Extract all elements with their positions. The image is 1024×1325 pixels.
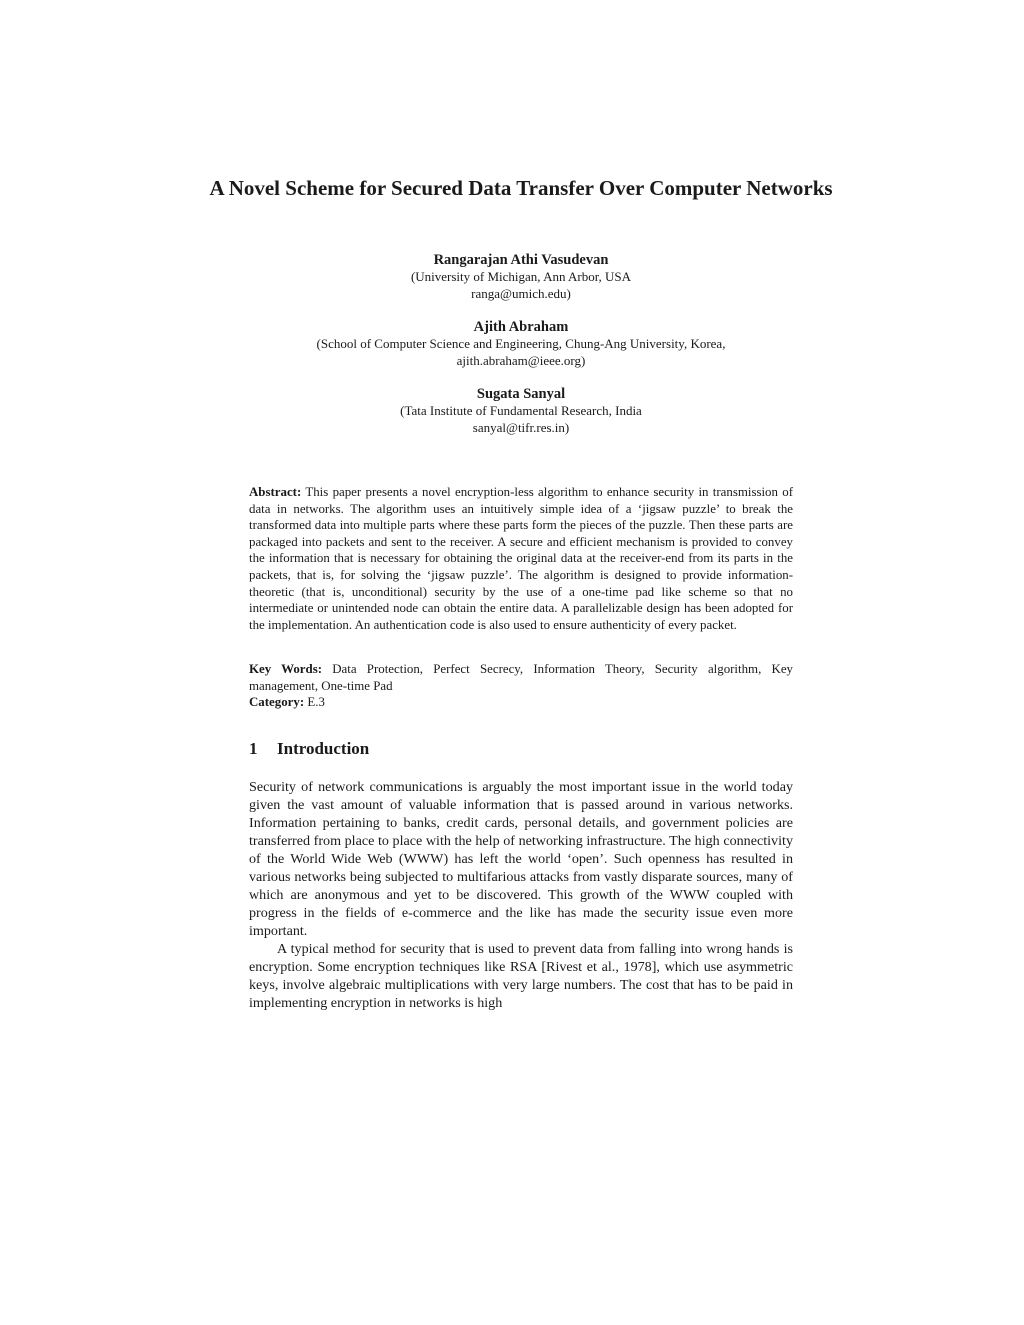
section-body	[249, 778, 793, 1012]
paper-title: A Novel Scheme for Secured Data Transfer Over Computer Networks	[209, 176, 833, 200]
body-paragraph: Security of network communications is arguably the most important issue in the world today given the vast amount of valuable information that is passed around in various networks. Information pertaining to banks, credit cards, personal details, and government policies are transferred from place to place with the help of networking infrastructure. The high connectivity of the World Wide Web (WWW) has left the world ‘open’. Such openness has resulted in various networks being subjected to multifarious attacks from vastly disparate sources, many of which are anonymous and yet to be discovered. This growth of the WWW coupled with progress in the fields of e-commerce and the like has made the security issue even more important.	[249, 779, 793, 939]
keywords-block	[249, 661, 793, 711]
author-name: Rangarajan Athi Vasudevan	[433, 252, 609, 268]
author-affiliation: (Tata Institute of Fundamental Research, India	[400, 403, 642, 418]
author-email: ajith.abraham@ieee.org)	[456, 352, 586, 368]
category-line	[249, 694, 793, 711]
category-text: E.3	[307, 695, 325, 710]
section-number: 1	[249, 739, 258, 758]
section-title: Introduction	[277, 739, 370, 758]
keywords-label: Key Words:	[249, 662, 323, 676]
author-block	[189, 385, 853, 436]
keywords-text: Data Protection, Perfect Secrecy, Information Theory, Security algorithm, Key management, One-time Pad	[249, 662, 793, 693]
author-affiliation: (University of Michigan, Ann Arbor, USA	[410, 269, 632, 284]
body-paragraph: A typical method for security that is used to prevent data from falling into wrong hands is encryption. Some encryption techniques like RSA [Rivest et al., 1978], which use asymmetric keys, involve algebraic multiplications with very large numbers. The cost that has to be paid in implementing encryption in networks is high	[249, 941, 793, 1011]
abstract-text: This paper presents a novel encryption-less algorithm to enhance security in transmission of data in networks. The algorithm uses an intuitively simple idea of a ‘jigsaw puzzle’ to break the transformed data into multiple parts where these parts form the pieces of the puzzle. Then these parts are packaged into packets and sent to the receiver. A secure and efficient mechanism is provided to convey the information that is necessary for obtaining the original data at the receiver-end from its parts in the packets, that is, for solving the ‘jigsaw puzzle’. The algorithm is designed to provide information-theoretic (that is, unconditional) security by the use of a one-time pad like scheme so that no intermediate or unintended node can obtain the entire data. A parallelizable design has been adopted for the implementation. An authentication code is also used to ensure authenticity of every packet.	[249, 485, 793, 632]
keywords-line	[249, 661, 793, 694]
author-name: Ajith Abraham	[473, 319, 569, 335]
author-name: Sugata Sanyal	[476, 386, 566, 402]
section-heading	[249, 738, 793, 760]
author-block	[189, 318, 853, 369]
author-affiliation: (School of Computer Science and Engineering, Chung-Ang University, Korea,	[316, 336, 726, 351]
author-email: ranga@umich.edu)	[471, 285, 571, 301]
abstract-label: Abstract:	[249, 485, 302, 499]
abstract	[249, 484, 793, 633]
author-email: sanyal@tifr.res.in)	[472, 419, 570, 435]
category-label: Category:	[249, 695, 305, 710]
author-block	[189, 251, 853, 302]
